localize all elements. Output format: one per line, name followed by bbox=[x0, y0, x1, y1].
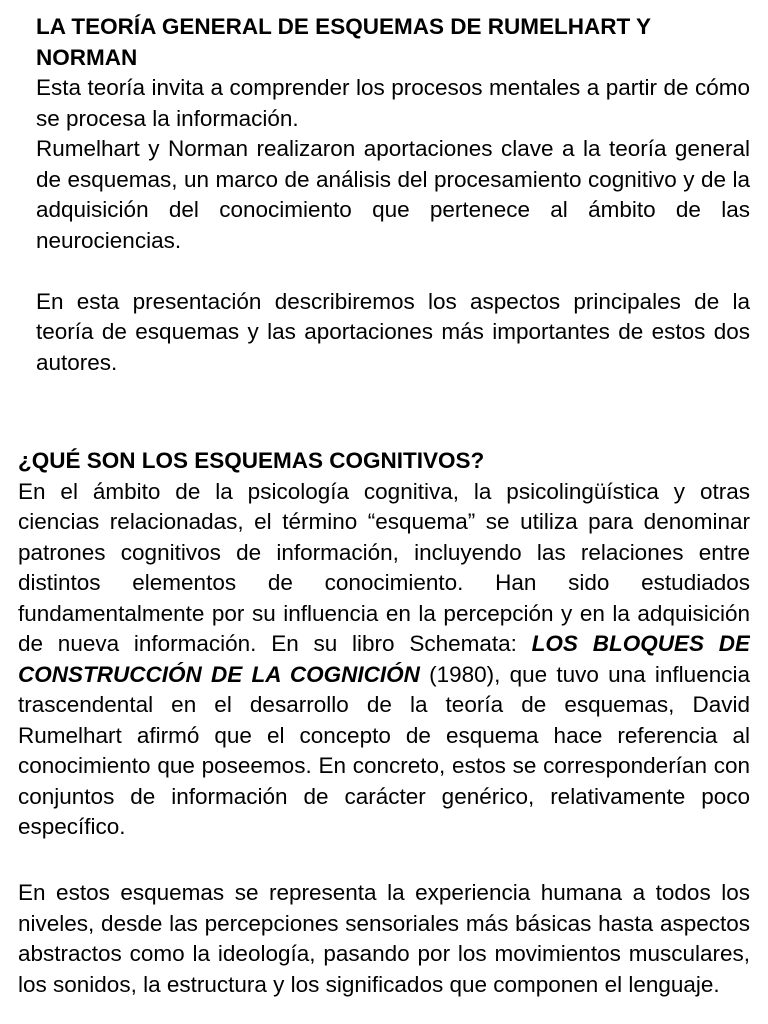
book-title: LOS BLOQUES DE CONSTRUCCIÓN DE LA COGNICIÓN bbox=[18, 631, 750, 687]
intro-paragraph-3: En esta presentación describiremos los aspectos principales de la teoría de esquemas y las aportaciones más importantes de estos dos autores. bbox=[36, 288, 750, 375]
schemas-section bbox=[18, 446, 750, 890]
experience-section bbox=[18, 878, 750, 1024]
schemas-paragraph-text-start: En el ámbito de la psicología cognitiva, la psicolingüística y otras ciencias relacionadas, el término “esquema” se utiliza para denominar patrones cognitivos de información, incluyendo las relaciones entre distintos elementos de conocimiento. Han sido estudiados fundamentalmente por su influencia en la percepción y en la adquisición de nueva información. En su libro Schemata: bbox=[18, 478, 750, 656]
schemas-paragraph bbox=[18, 477, 750, 843]
schemas-paragraph-text-end: (1980), que tuvo una influencia trascendental en el desarrollo de la teoría de esquemas, David Rumelhart afirmó que el concepto de esquema hace referencia al conocimiento que poseemos. En concreto, estos se corresponderían con conjuntos de información de carácter genérico, relativamente poco específico. bbox=[18, 661, 750, 839]
section-heading: ¿QUÉ SON LOS ESQUEMAS COGNITIVOS? bbox=[18, 448, 485, 473]
schemas-paragraph-container bbox=[18, 477, 750, 890]
paragraph-spacer bbox=[36, 256, 750, 287]
intro-paragraph-2: Rumelhart y Norman realizaron aportaciones clave a la teoría general de esquemas, un marco de análisis del procesamiento cognitivo y de la adquisición del conocimiento que pertenece al ámbito de las neurociencias. bbox=[36, 136, 750, 253]
intro-paragraph-1: Esta teoría invita a comprender los procesos mentales a partir de cómo se procesa la información. bbox=[36, 75, 750, 131]
main-title: LA TEORÍA GENERAL DE ESQUEMAS DE RUMELHART Y NORMAN bbox=[36, 14, 651, 70]
intro-section bbox=[36, 12, 750, 378]
experience-paragraph: En estos esquemas se representa la experiencia humana a todos los niveles, desde las percepciones sensoriales más básicas hasta aspectos abstractos como la ideología, pasando por los movimientos musculares, los sonidos, la estructura y los significados que componen el lenguaje. bbox=[18, 880, 750, 997]
